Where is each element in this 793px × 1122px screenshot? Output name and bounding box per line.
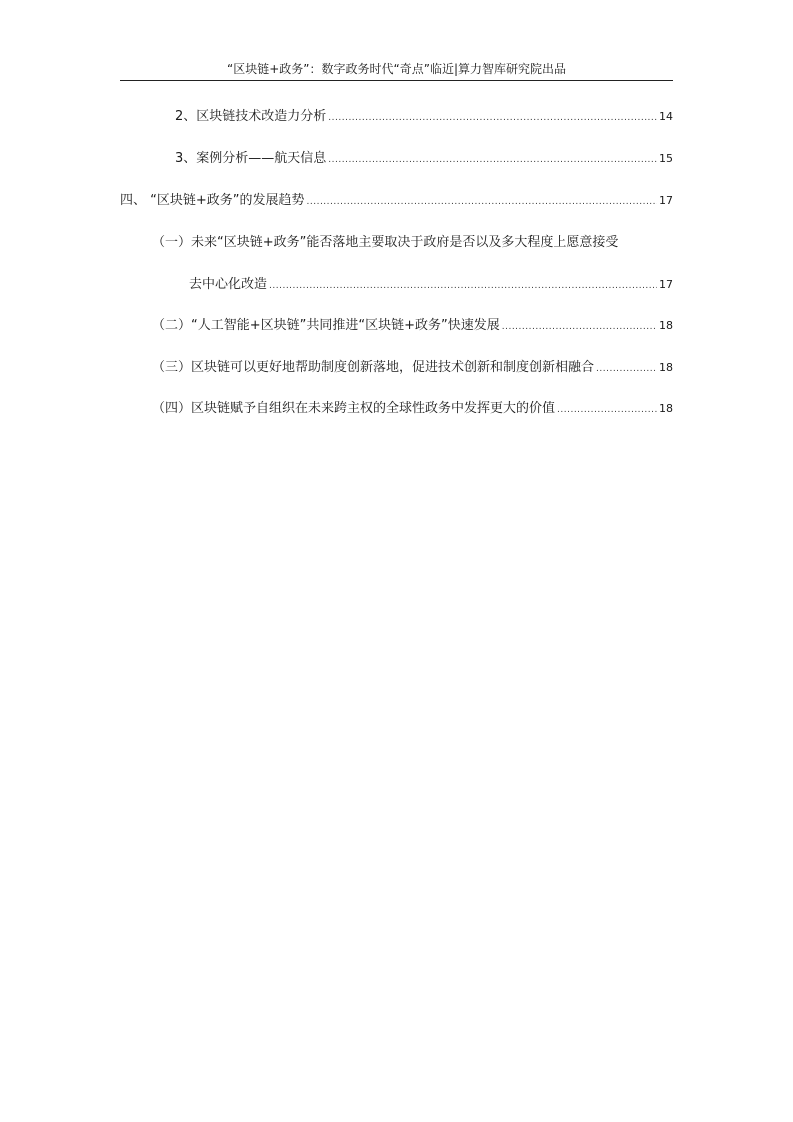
toc-entry-page: 17: [659, 278, 673, 291]
toc-entry-page: 15: [659, 152, 673, 165]
toc-entry[interactable]: [189, 276, 673, 295]
toc-entry-label-line1[interactable]: （一）未来“区块链+政务”能否落地主要取决于政府是否以及多大程度上愿意接受: [152, 235, 619, 250]
toc-entry-label: 2、区块链技术改造力分析: [175, 109, 327, 124]
toc-entry[interactable]: [152, 359, 673, 378]
toc-dot-leader: [269, 277, 657, 295]
toc-dot-leader: [307, 193, 658, 211]
toc-entry[interactable]: [152, 400, 673, 419]
toc-entry-label: （三）区块链可以更好地帮助制度创新落地，促进技术创新和制度创新相融合: [152, 360, 595, 375]
toc-entry[interactable]: [175, 150, 673, 169]
header-title: “区块链+政务”：数字政务时代“奇点”临近|算力智库研究院出品: [227, 62, 566, 76]
toc-dot-leader: [596, 360, 657, 378]
toc-dot-leader: [328, 151, 657, 169]
toc-entry-label: 四、 “区块链+政务”的发展趋势: [120, 193, 305, 208]
toc-entry-page: 18: [659, 402, 673, 415]
toc-entry-label: 去中心化改造: [189, 277, 268, 292]
toc-entry[interactable]: [152, 317, 673, 336]
toc-entry-label: 3、案例分析——航天信息: [175, 151, 327, 166]
toc-entry-page: 18: [659, 319, 673, 332]
toc-entry-page: 14: [659, 110, 673, 123]
toc-entry-page: 18: [659, 361, 673, 374]
toc-entry[interactable]: [120, 192, 673, 211]
toc-entry[interactable]: [175, 108, 673, 127]
toc-entry-label: （四）区块链赋予自组织在未来跨主权的全球性政务中发挥更大的价值: [152, 401, 556, 416]
toc-dot-leader: [328, 109, 657, 127]
toc-entry-page: 17: [659, 194, 673, 207]
toc-entry-label: （二）“人工智能+区块链”共同推进“区块链+政务”快速发展: [152, 318, 500, 333]
toc-dot-leader: [502, 318, 657, 336]
toc-dot-leader: [557, 401, 657, 419]
